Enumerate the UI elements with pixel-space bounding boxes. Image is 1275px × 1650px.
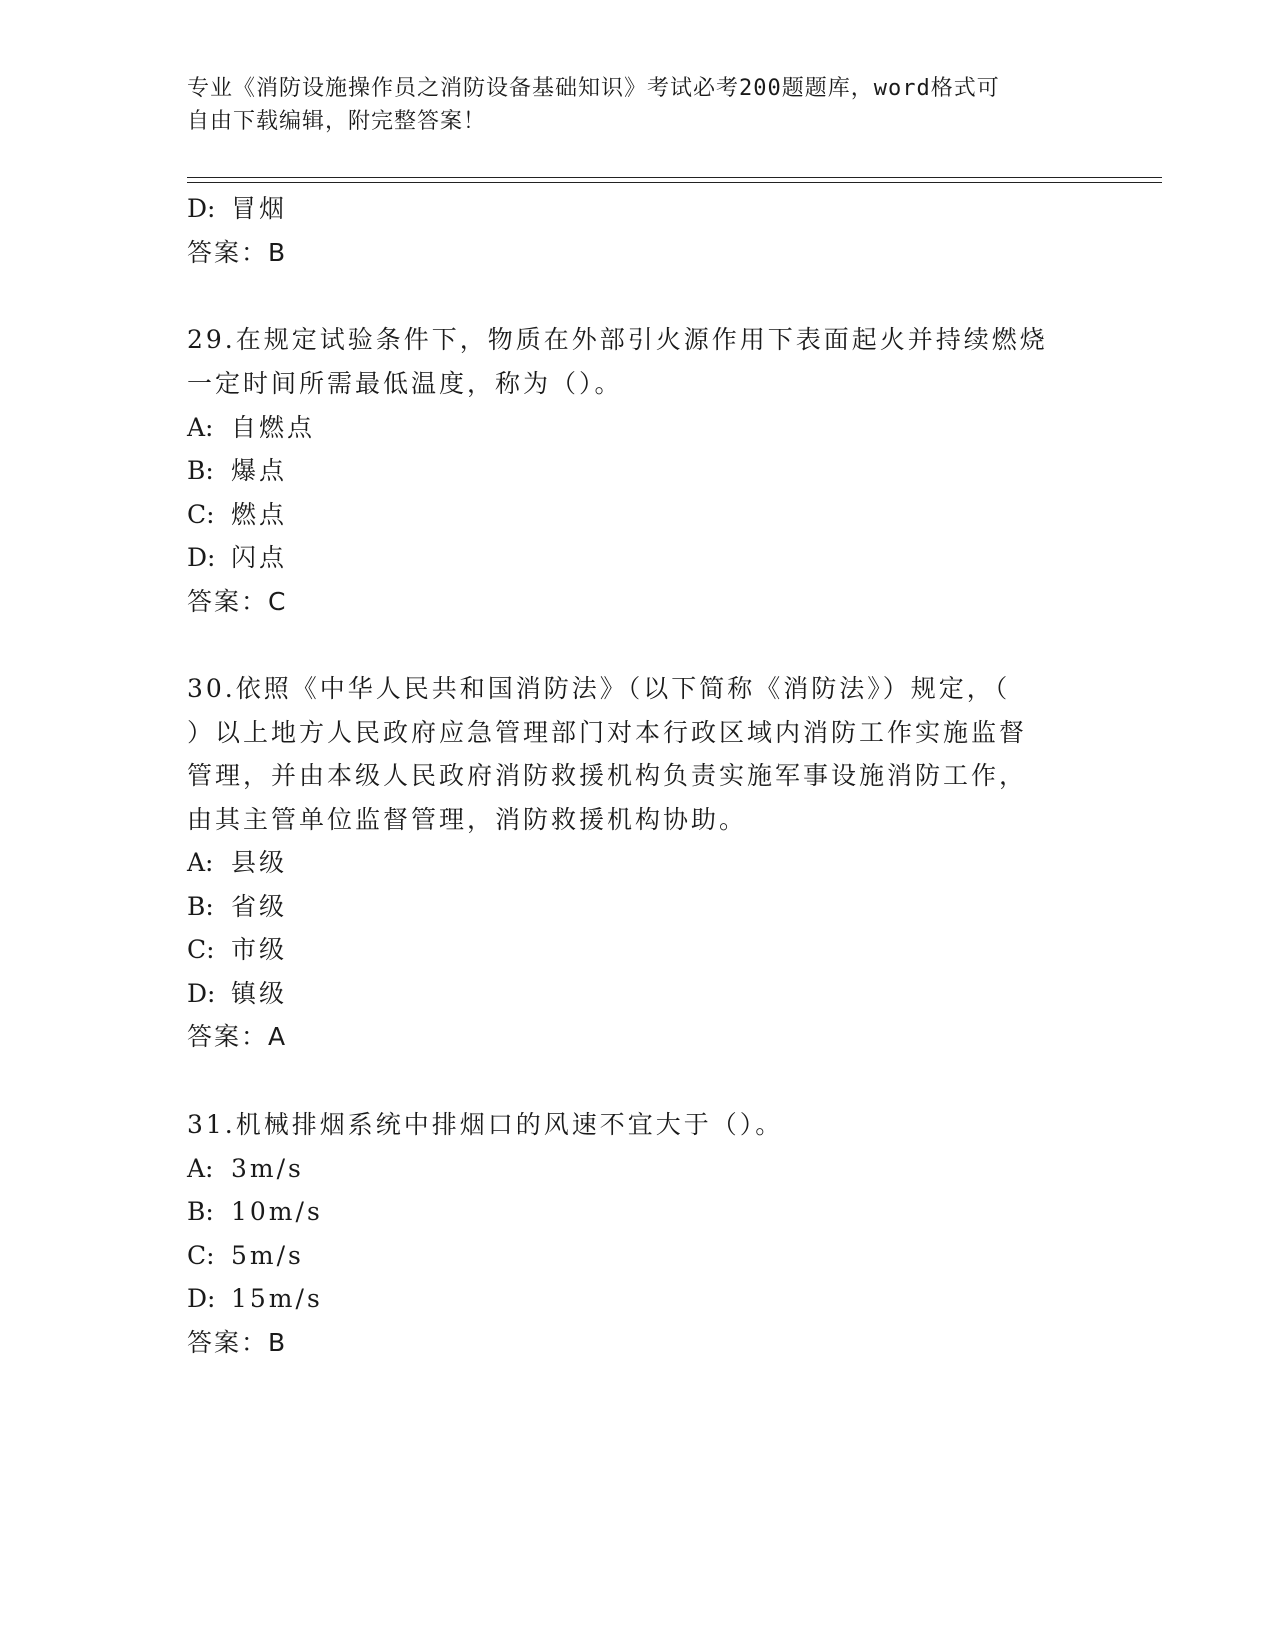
q29-option-c [187,497,287,533]
option-label: D: [187,194,216,223]
q31-option-a [187,1151,304,1187]
q30-stem-line-4: 由其主管单位监督管理，消防救援机构协助。 [187,805,748,834]
q29-option-b [187,453,287,489]
q30-option-d [187,976,287,1012]
q29-stem-line-1: 29.在规定试验条件下，物质在外部引火源作用下表面起火并持续燃烧 [187,325,1048,354]
q30-option-b [187,889,287,925]
option-label: D: [187,979,216,1008]
q31-option-b [187,1194,323,1230]
option-text: 15m/s [231,1284,323,1313]
q29-option-d [187,540,287,576]
option-label: C: [187,935,215,964]
q29-option-a [187,410,315,446]
option-text: 镇级 [231,979,288,1008]
prev-option-d [187,191,287,227]
q31-answer: 答案：B [187,1328,288,1357]
q30-stem-line-3: 管理，并由本级人民政府消防救援机构负责实施军事设施消防工作， [187,761,1028,790]
option-text: 自燃点 [231,413,316,442]
option-text: 10m/s [231,1197,323,1226]
option-text: 3m/s [231,1154,304,1183]
option-text: 县级 [231,848,288,877]
option-label: A: [187,413,214,442]
option-label: A: [187,1154,214,1183]
q30-stem-line-1: 30.依照《中华人民共和国消防法》（以下简称《消防法》）规定，（ [187,674,1011,703]
prev-answer: 答案：B [187,238,288,267]
header-line-1: 专业《消防设施操作员之消防设备基础知识》考试必考200题题库，word格式可 [187,76,1000,101]
header-divider-bottom [187,182,1162,183]
q31-stem-line-1: 31.机械排烟系统中排烟口的风速不宜大于（）。 [187,1110,784,1139]
q31-option-c [187,1238,304,1274]
option-label: D: [187,543,216,572]
q30-stem-line-2: ）以上地方人民政府应急管理部门对本行政区域内消防工作实施监督 [187,718,1028,747]
header-divider-top [187,177,1162,178]
option-label: B: [187,892,214,921]
q30-option-c [187,932,287,968]
option-text: 省级 [231,892,288,921]
option-text: 燃点 [231,500,288,529]
option-text: 冒烟 [231,194,288,223]
option-text: 爆点 [231,456,288,485]
option-label: D: [187,1284,216,1313]
option-label: A: [187,848,214,877]
option-label: B: [187,456,214,485]
q30-option-a [187,845,287,881]
option-label: C: [187,1241,215,1270]
q29-stem-line-2: 一定时间所需最低温度，称为（）。 [187,369,623,398]
option-label: B: [187,1197,214,1226]
document-header [187,72,1087,138]
q29-answer: 答案：C [187,587,288,616]
option-label: C: [187,500,215,529]
option-text: 闪点 [231,543,288,572]
option-text: 市级 [231,935,288,964]
q31-option-d [187,1281,323,1317]
header-line-2: 自由下载编辑，附完整答案！ [187,109,487,134]
option-text: 5m/s [231,1241,304,1270]
q30-answer: 答案：A [187,1022,288,1051]
